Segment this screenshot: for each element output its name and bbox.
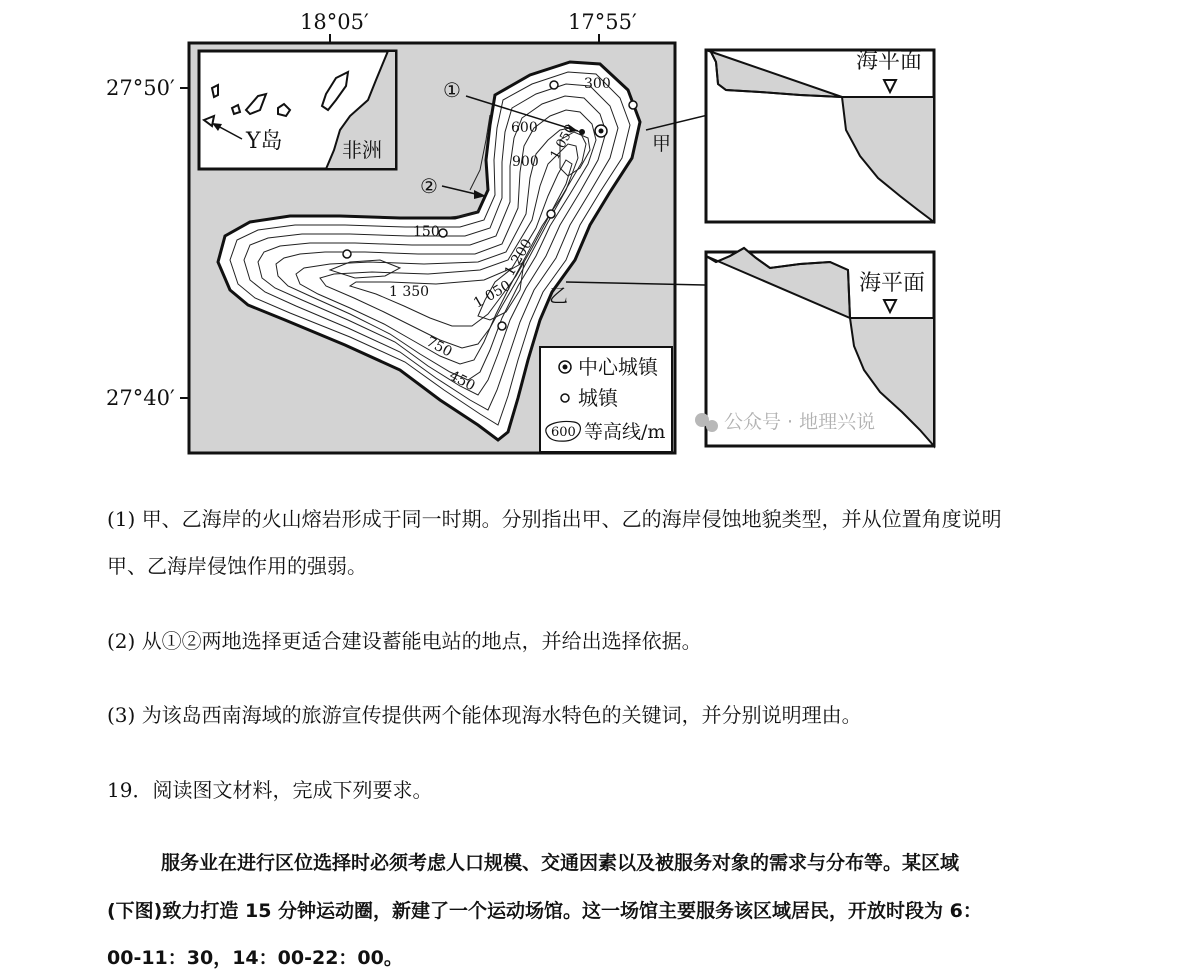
passage-line-3: 00-11：30，14：00-22：00。 <box>107 947 403 969</box>
town-marker <box>498 322 506 330</box>
yi-label: 乙 <box>549 285 569 307</box>
lat-label-top: 27°50′ <box>106 76 175 100</box>
question-1-line-2: 甲、乙海岸侵蚀作用的强弱。 <box>107 554 367 578</box>
lat-label-bottom: 27°40′ <box>106 386 175 410</box>
town-marker <box>550 81 558 89</box>
contour-label: 1 200 <box>501 236 536 279</box>
jia-label: 甲 <box>652 133 672 155</box>
town-marker <box>343 250 351 258</box>
question-1-line-1: (1) 甲、乙海岸的火山熔岩形成于同一时期。分别指出甲、乙的海岸侵蚀地貌类型，并从位置角度说明 <box>107 507 1002 531</box>
contour-label: 600 <box>511 120 538 136</box>
center-town-dot <box>599 129 604 134</box>
contour-label: 300 <box>584 76 611 92</box>
legend-town-icon <box>561 394 569 402</box>
lon-label-right: 17°55′ <box>568 10 637 34</box>
town-marker <box>547 210 555 218</box>
contour-label: 750 <box>423 333 455 361</box>
contour-label: 1 050 <box>471 277 514 312</box>
contour-label: 450 <box>446 367 478 395</box>
point-2-label: ② <box>420 174 438 198</box>
watermark-text: 公众号 · 地理兴说 <box>724 411 876 433</box>
contour-label: 900 <box>512 154 539 170</box>
lon-label-left: 18°05′ <box>300 10 369 34</box>
contour-label: 1 050 <box>547 122 579 162</box>
passage-line-1: 服务业在进行区位选择时必须考虑人口规模、交通因素以及被服务对象的需求与分布等。某区域 <box>161 852 960 874</box>
contour-label: 1 350 <box>389 284 430 300</box>
question-19-heading: 19．阅读图文材料，完成下列要求。 <box>107 778 433 802</box>
sea-level-label-bottom: 海平面 <box>859 271 926 296</box>
question-3: (3) 为该岛西南海域的旅游宣传提供两个能体现海水特色的关键词，并分别说明理由。 <box>107 703 862 727</box>
town-marker <box>439 229 447 237</box>
inset-island-label: Y岛 <box>246 129 283 154</box>
sea-level-label-top: 海平面 <box>856 49 923 74</box>
passage-line-2: (下图)致力打造 15 分钟运动圈，新建了一个运动场馆。这一场馆主要服务该区域居民，开放时段为 6： <box>107 900 982 922</box>
legend-center-town-label: 中心城镇 <box>578 355 658 379</box>
contour-label: 150 <box>413 224 440 240</box>
legend-town-label: 城镇 <box>578 386 618 410</box>
legend-center-town-icon-dot <box>563 365 568 370</box>
town-marker <box>629 101 637 109</box>
point-1-label: ① <box>443 78 461 102</box>
legend-contour-value: 600 <box>551 425 576 440</box>
question-2: (2) 从①②两地选择更适合建设蓄能电站的地点，并给出选择依据。 <box>107 629 702 653</box>
inset-continent-label: 非洲 <box>342 138 382 162</box>
legend-contour-label: 等高线/m <box>584 421 666 443</box>
